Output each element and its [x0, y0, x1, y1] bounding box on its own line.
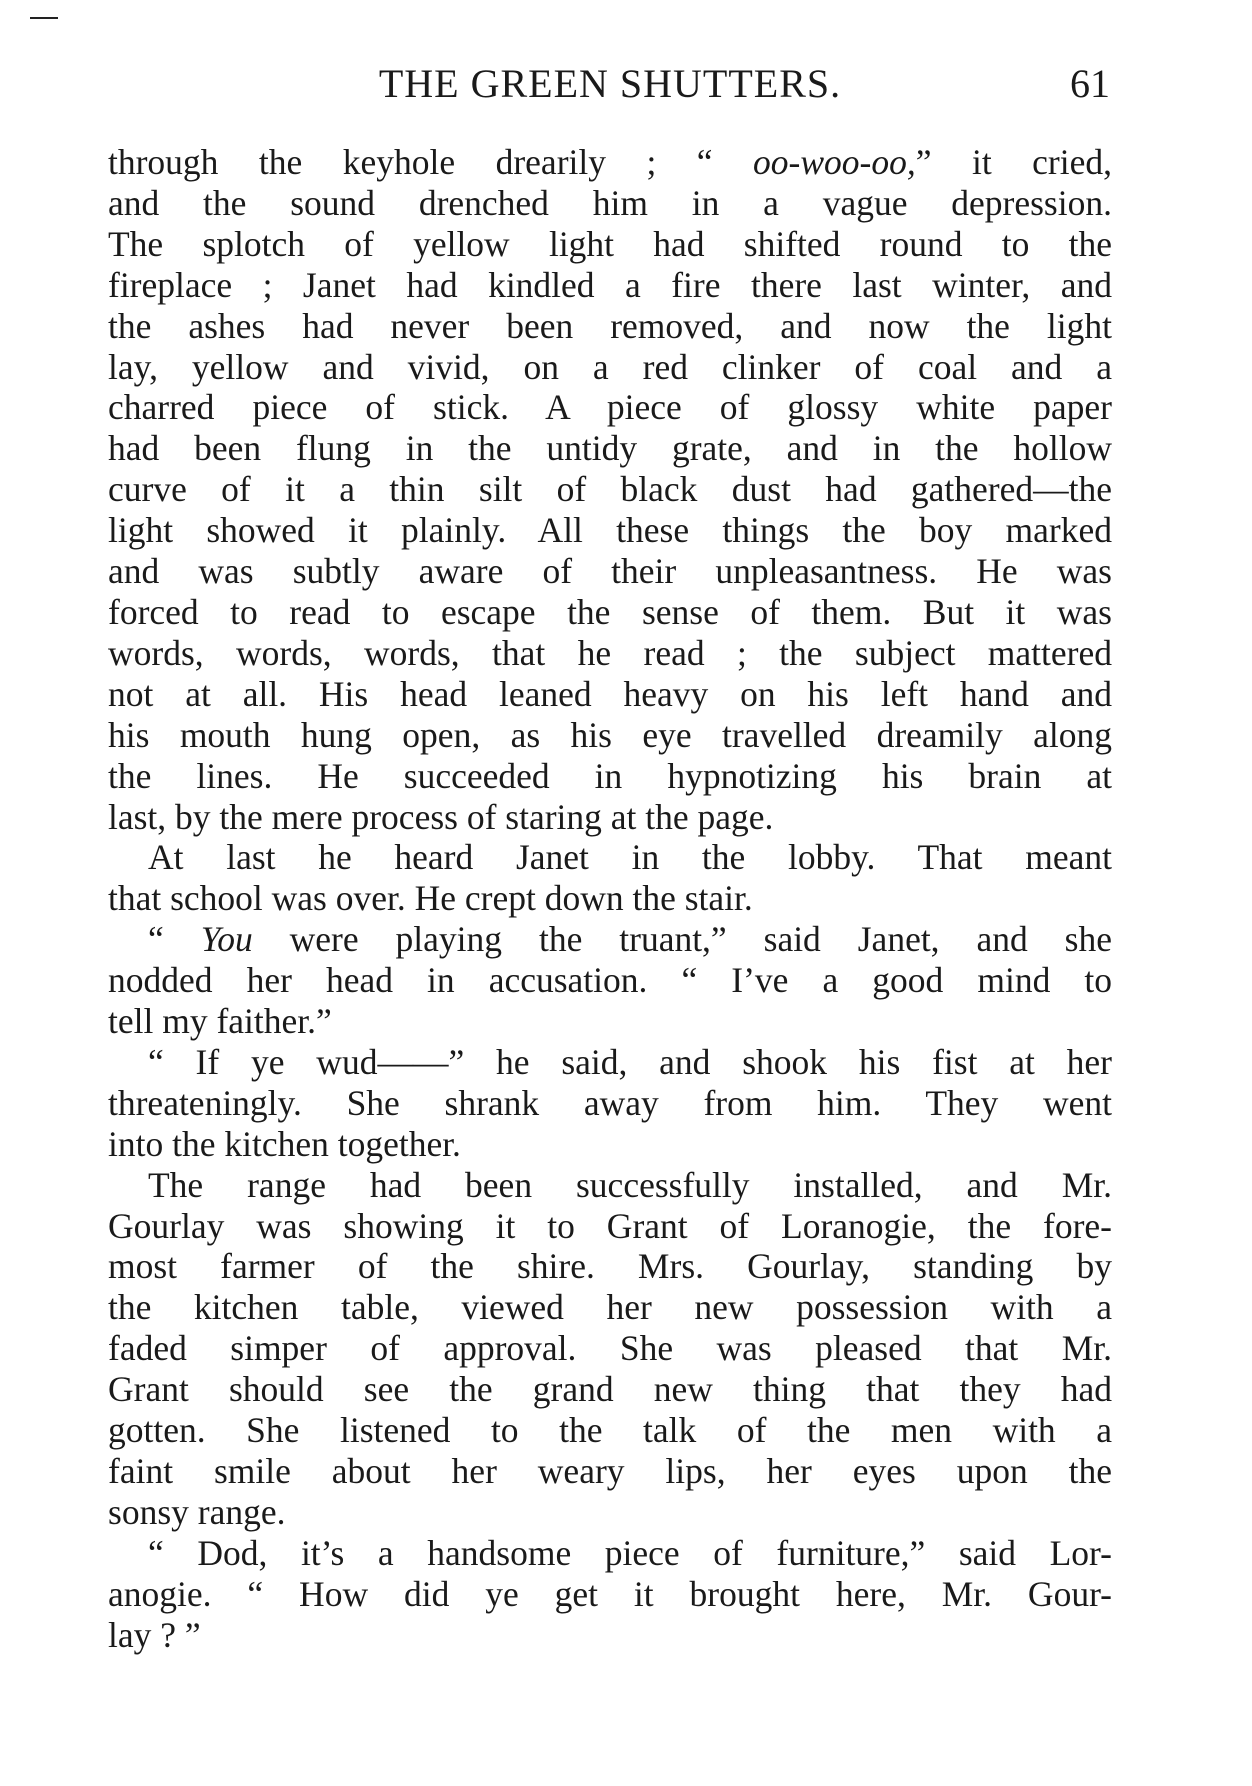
text-run: The splotch of yellow light had shifted round to the [108, 223, 1112, 264]
text-line [108, 1369, 1112, 1410]
text-line [108, 1083, 1112, 1124]
text-line [108, 837, 1112, 878]
page-number: 61 [1070, 61, 1110, 106]
text-run: into the kitchen together. [108, 1123, 461, 1164]
text-line [108, 142, 1112, 183]
text-line [108, 960, 1112, 1001]
text-run: ” it cried, [915, 142, 1112, 182]
text-run: the kitchen table, viewed her new possession with a [108, 1287, 1112, 1328]
text-run: light showed it plainly. All these things the boy marked [108, 510, 1112, 551]
text-run: Grant should see the grand new thing that they had [108, 1369, 1112, 1410]
running-title: THE GREEN SHUTTERS. [378, 61, 842, 106]
text-run: were playing the truant,” said Janet, and she [252, 919, 1113, 960]
text-run: most farmer of the shire. Mrs. Gourlay, standing by [108, 1246, 1112, 1287]
text-run: not at all. His head leaned heavy on his left hand and [108, 673, 1112, 714]
text-line [108, 592, 1112, 633]
text-line [108, 510, 1112, 551]
paragraph [108, 142, 1112, 837]
text-run: faded simper of approval. She was pleased that Mr. [108, 1328, 1112, 1369]
italic-text: You [200, 919, 253, 960]
paragraph [108, 837, 1112, 919]
text-line [108, 224, 1112, 265]
text-run: the lines. He succeeded in hypnotizing his brain at [108, 755, 1112, 796]
text-line [108, 1328, 1112, 1369]
text-line [108, 428, 1112, 469]
text-line [108, 715, 1112, 756]
text-run: At last he heard Janet in the lobby. That meant [148, 837, 1112, 878]
text-run: nodded her head in accusation. “ I’ve a good mind to [108, 960, 1112, 1001]
text-run: Gourlay was showing it to Grant of Loranogie, the fore- [108, 1205, 1112, 1246]
text-run: fireplace ; Janet had kindled a fire there last winter, and [108, 264, 1112, 305]
text-run: his mouth hung open, as his eye travelled dreamily along [108, 714, 1112, 755]
text-line [108, 1574, 1112, 1615]
text-run: that school was over. He crept down the stair. [108, 878, 753, 919]
text-line [108, 1206, 1112, 1247]
text-run: “ If ye wud——” he said, and shook his fist at her [148, 1041, 1112, 1082]
text-run: had been flung in the untidy grate, and in the hollow [108, 428, 1112, 469]
text-run: lay ? ” [108, 1614, 201, 1655]
text-run: and the sound drenched him in a vague depression. [108, 182, 1112, 223]
text-run: gotten. She listened to the talk of the men with a [108, 1410, 1112, 1451]
paragraph [108, 919, 1112, 1042]
text-line [108, 265, 1112, 306]
text-run: anogie. “ How did ye get it brought here, Mr. Gour- [108, 1573, 1112, 1614]
text-run: and was subtly aware of their unpleasantness. He was [108, 551, 1112, 592]
text-line [108, 1615, 1112, 1656]
text-line [108, 1451, 1112, 1492]
text-line [108, 756, 1112, 797]
text-run: “ [148, 919, 201, 960]
text-line [108, 551, 1112, 592]
text-run: lay, yellow and vivid, on a red clinker of coal and a [108, 346, 1112, 387]
text-line [108, 1165, 1112, 1206]
text-line [108, 469, 1112, 510]
paragraph [108, 1042, 1112, 1165]
text-line [108, 1001, 1112, 1042]
text-run: faint smile about her weary lips, her eyes upon the [108, 1451, 1112, 1491]
text-line [108, 674, 1112, 715]
text-line [108, 306, 1112, 347]
italic-text: oo-woo-oo, [753, 142, 916, 182]
text-line [108, 878, 1112, 919]
text-run: charred piece of stick. A piece of glossy white paper [108, 387, 1112, 428]
text-run: through the keyhole drearily ; “ [108, 142, 754, 182]
text-run: words, words, words, that he read ; the subject mattered [108, 632, 1112, 673]
text-line [108, 183, 1112, 224]
text-run: The range had been successfully installed, and Mr. [148, 1164, 1112, 1205]
text-line [108, 633, 1112, 674]
text-run: threateningly. She shrank away from him. They went [108, 1082, 1112, 1123]
text-run: forced to read to escape the sense of them. But it was [108, 591, 1112, 632]
text-run: tell my faither.” [108, 1001, 332, 1042]
text-run: “ Dod, it’s a handsome piece of furniture,” said Lor- [148, 1532, 1112, 1573]
running-head [108, 58, 1112, 110]
text-line [108, 387, 1112, 428]
text-run: last, by the mere process of staring at the page. [108, 796, 774, 837]
text-line [108, 797, 1112, 838]
text-line [108, 1124, 1112, 1165]
text-line [108, 1492, 1112, 1533]
paragraph [108, 1165, 1112, 1533]
text-line [108, 347, 1112, 388]
text-run: sonsy range. [108, 1491, 286, 1532]
text-line [108, 1287, 1112, 1328]
text-line [108, 1246, 1112, 1287]
text-line [108, 1042, 1112, 1083]
text-run: the ashes had never been removed, and now the light [108, 305, 1112, 346]
text-run: curve of it a thin silt of black dust had gathered—the [108, 469, 1112, 510]
text-line [108, 1533, 1112, 1574]
corner-rule-mark [30, 17, 58, 19]
body-text [108, 142, 1112, 1656]
paragraph [108, 1533, 1112, 1656]
text-line [108, 919, 1112, 960]
text-line [108, 1410, 1112, 1451]
